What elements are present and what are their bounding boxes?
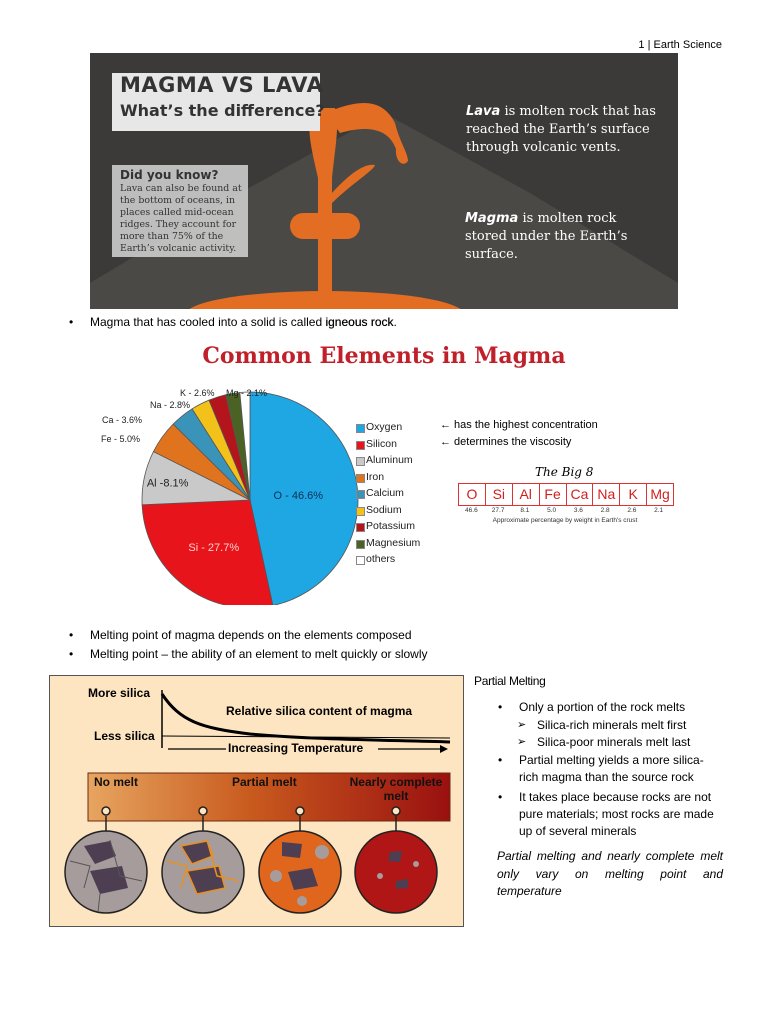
legend-item-iron	[366, 471, 384, 483]
legend-swatch	[356, 540, 365, 549]
legend-label: Magnesium	[366, 536, 421, 549]
legend-item-silicon	[366, 438, 397, 450]
lava-definition-text: is molten rock that has reached the Earth’s surface through volcanic vents.	[466, 104, 656, 155]
elements-pie-chart	[100, 380, 370, 605]
rock-advanced-melt	[259, 831, 341, 913]
legend-item-calcium	[366, 487, 404, 499]
pie-label-magnesium: Mg - 2.1%	[226, 388, 268, 398]
pm-sub-2	[517, 734, 742, 751]
magma-term: Magma	[465, 211, 519, 226]
pm-item-2-line2: rich magma than the source rock	[519, 770, 694, 784]
pie-label-aluminum: Al -8.1%	[146, 477, 189, 490]
big8-value-al: 8.1	[520, 507, 530, 514]
bullet-dot: •	[498, 753, 503, 767]
legend-item-others	[366, 553, 395, 565]
pm-item-3-line2: pure materials; most rocks are made	[519, 807, 714, 821]
lava-definition	[466, 103, 656, 157]
legend-swatch	[356, 523, 365, 532]
pm-sub-1	[517, 717, 742, 734]
bullet-melting-point	[69, 628, 412, 642]
bullet-melting-definition-text: Melting point – the ability of an element to melt quickly or slowly	[90, 647, 428, 661]
big8-table	[458, 483, 674, 506]
partial-melting-title: Partial Melting	[474, 674, 546, 688]
lava-term: Lava	[466, 104, 501, 119]
bullet-igneous	[69, 315, 397, 329]
partial-melting-figure	[49, 675, 464, 927]
bullet-dot: •	[69, 647, 74, 661]
stage-no-melt: No melt	[94, 775, 139, 789]
legend-swatch	[356, 507, 365, 516]
magma-vs-lava-banner	[90, 53, 678, 309]
big8-cell-mg: Mg	[650, 486, 670, 502]
temperature-label: Increasing Temperature	[228, 741, 364, 755]
bullet-igneous-text: Magma that has cooled into a solid is called	[90, 315, 326, 329]
legend-item-aluminum	[366, 454, 413, 466]
arrow-bullet-icon: ➢	[517, 736, 527, 748]
legend-label: Calcium	[366, 487, 404, 499]
bullet-melting-point-text: Melting point of magma depends on the elements composed	[90, 628, 412, 642]
big8-value-mg: 2.1	[654, 507, 664, 514]
big8-value-ca: 3.6	[573, 507, 583, 514]
legend-label: Sodium	[366, 503, 402, 516]
pm-item-2	[498, 752, 724, 786]
magma-definition	[465, 210, 655, 264]
arrow-bullet-icon: ➢	[517, 719, 527, 731]
stage-nearly-line1: Nearly complete	[349, 775, 443, 789]
big8-cell-na: Na	[593, 484, 620, 505]
pm-sub-1-text: Silica-rich minerals melt first	[537, 718, 687, 732]
big8-cell-si: Si	[486, 484, 513, 505]
legend-item-potassium	[366, 520, 415, 532]
big8-cell-k: K	[620, 484, 647, 505]
legend-label: Oxygen	[366, 421, 403, 433]
big8-cell-ca: Ca	[567, 484, 594, 505]
pm-item-3	[498, 789, 724, 840]
magma-definition-text: is molten rock stored under the Earth’s surface.	[465, 211, 628, 262]
igneous-rock-term: igneous rock	[325, 315, 394, 329]
big8-value-k: 2.6	[627, 507, 637, 514]
legend-item-sodium	[366, 504, 402, 516]
legend-swatch	[356, 556, 365, 565]
stage-partial-melt: Partial melt	[232, 775, 297, 789]
partial-melting-note	[497, 848, 723, 901]
big8-value-na: 2.8	[600, 507, 610, 514]
bullet-dot: •	[69, 315, 74, 329]
silica-curve	[162, 694, 450, 742]
pie-label-sodium: Na - 2.8%	[149, 400, 190, 410]
less-silica-label: Less silica	[94, 729, 155, 743]
more-silica-label: More silica	[88, 686, 151, 700]
banner-title: MAGMA VS LAVA	[120, 73, 324, 97]
pm-item-3-line3: up of several minerals	[519, 824, 637, 838]
pie-label-potassium: K - 2.6%	[180, 388, 215, 398]
legend-label: Iron	[366, 470, 385, 483]
pm-item-3-line1: It takes place because rocks are not	[519, 790, 712, 804]
pm-note-line2: only vary on melting point and	[497, 866, 723, 881]
rock-partial-melt	[162, 831, 244, 913]
big8-cell-al: Al	[513, 484, 540, 505]
curve-label: Relative silica content of magma	[226, 704, 413, 718]
pie-chart-title: Common Elements in Magma	[202, 343, 566, 369]
big8-value-o: 46.6	[465, 507, 478, 514]
big8-caption: Approximate percentage by weight in Earth's crust	[492, 517, 638, 524]
legend-swatch	[356, 424, 365, 433]
rock-no-melt	[65, 831, 147, 913]
legend-swatch	[356, 457, 365, 466]
banner-subtitle: What’s the difference?	[120, 101, 325, 120]
legend-swatch	[356, 474, 365, 483]
big8-cell-o: O	[459, 484, 486, 505]
did-you-know-text: Lava can also be found at the bottom of oceans, in places called mid-ocean ridges. They account for more than 75% of the Earth’s volcanic activity.	[120, 183, 242, 254]
legend-label: Aluminum	[366, 454, 413, 466]
pie-label-calcium: Ca - 3.6%	[101, 415, 142, 425]
pm-note-line1: Partial melting and nearly complete melt	[497, 849, 723, 863]
bullet-dot: •	[498, 700, 503, 714]
legend-item-oxygen	[366, 421, 402, 433]
bullet-dot: •	[498, 790, 503, 804]
big8-title: The Big 8	[535, 465, 594, 479]
page-header: 1 | Earth Science	[638, 39, 722, 51]
pm-item-1-text: Only a portion of the rock melts	[519, 700, 686, 714]
bullet-melting-definition	[69, 647, 428, 661]
legend-label: Potassium	[366, 520, 416, 532]
big8-value-fe: 5.0	[547, 507, 557, 514]
stage-nearly-complete-melt	[340, 775, 452, 803]
legend-swatch	[356, 490, 365, 499]
rock-nearly-complete-melt	[355, 831, 437, 913]
big8-values	[458, 507, 672, 514]
note-silicon: ← determines the viscosity	[440, 436, 572, 448]
legend-swatch	[356, 441, 365, 450]
legend-item-magnesium	[366, 537, 420, 549]
pm-item-2-line1: Partial melting yields a more silica-	[519, 753, 704, 767]
did-you-know-heading: Did you know?	[120, 168, 219, 182]
bullet-igneous-end: .	[393, 315, 397, 329]
big8-value-si: 27.7	[491, 507, 505, 514]
pie-label-oxygen: O - 46.6%	[273, 489, 324, 502]
pm-item-1	[498, 699, 724, 716]
note-oxygen: ← has the highest concentration	[440, 419, 598, 431]
bullet-dot: •	[69, 628, 74, 642]
temp-arrowhead	[440, 745, 448, 753]
big8-cell-fe: Fe	[540, 484, 567, 505]
pie-label-iron: Fe - 5.0%	[100, 434, 140, 444]
legend-label: Silicon	[366, 437, 397, 450]
pie-label-silicon: Si - 27.7%	[188, 542, 240, 555]
legend-label: others	[366, 553, 396, 565]
pm-note-line3: temperature	[497, 884, 562, 898]
stage-nearly-line2: melt	[383, 789, 409, 803]
pm-sub-2-text: Silica-poor minerals melt last	[537, 735, 691, 749]
magma-sill	[290, 213, 360, 239]
